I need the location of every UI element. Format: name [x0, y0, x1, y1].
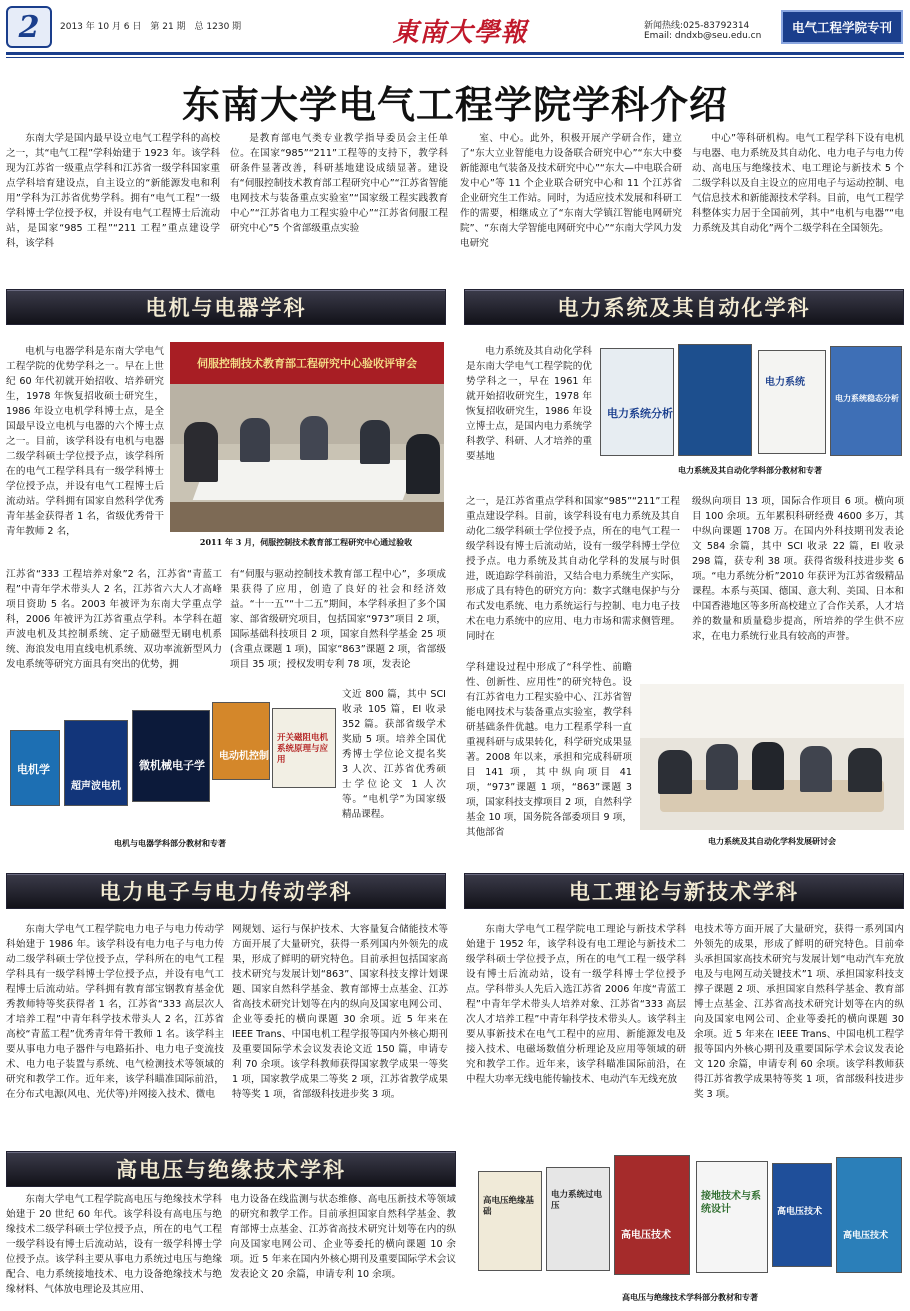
book-cover: 高电压技术: [614, 1155, 690, 1275]
pe-text-2: 网规划、运行与保护技术、大容量复合储能技术等方面开展了大量研究，获得一系列国内外领先的成果，形成了鲜明的研究特色。目前承担包括国家高技术研究与发展计划“863”、国家科技支撑计划课题、国家自然科学基金、教育部博士点基金、江苏省高技术研究计划等在内的纵向及国家电网公司、企业等委托的横向课题 30 余项。近 5 年来在 IEEE Trans、中国电机工程学报等国内外核心期刊及重要国际学术会议发表论文近 150 篇，申请专利 70 余项。该学科教师获得国家教学成果一等奖 1 项，国家教学成果二等奖 2 项，江苏省教学成果特等奖 1 项，省部级科技进步奖 3 项。: [232, 924, 448, 1100]
special-issue-text: 电气工程学院专刊: [791, 20, 892, 35]
book-cover: 高电压技术: [772, 1163, 832, 1267]
power-text-1: 电力系统及其自动化学科是东南大学电气工程学院的优势学科之一，早在 1961 年就开始招收研究生，1978 年恢复招收研究生，1986 年设立博士点，是国内电力系统学科教学、科研、人才培养的重要基地: [466, 346, 592, 462]
power-books: [598, 342, 904, 460]
motor-text-1: 电机与电器学科是东南大学电气工程学院的优势学科之一。早在上世纪 60 年代初就开始招收、培养研究生，1978 年恢复招收硕士研究生，1986 年设立电机学科博士点，是全国最早设立电机与电器的六个博士点之一。目前，该学科设有电机与电器二级学科硕士学位授予点，该学科所在的电气工程学科具有一级学科博士学位授予点，并设有电气工程博士后流动站。学科拥有国家自然科学优秀青年基金获得者 1 名，省级优秀骨干青年教师 2 名，: [6, 346, 164, 537]
masthead: 東南大學報: [392, 18, 528, 48]
section-heading-et: 电工理论与新技术学科: [464, 873, 904, 909]
book-cover: 接地技术与系统设计: [696, 1161, 768, 1273]
intro-col-4: 中心”等科研机构。电气工程学科下设有电机与电器、电力系统及其自动化、电力电子与电力传动、高电压与绝缘技术、电工理论与新技术 5 个二级学科以及自主设立的应用电子与运动控制、电气信息技术和新能源技术学科。目前，电气工程学科整体实力居于全国前列，其中“电机与电器”“电力系统及其自动化”两个二级学科在全国领先。: [692, 133, 904, 234]
power-text-4: 级纵向项目 13 项，国际合作项目 6 项。横向项目 100 余项。五年累积科研经费 4600 多万，其中纵向课题 1708 万。在国内外科技期刊发表论文 584 余篇，其中 SCI 收录 22 篇，EI 收录 298 篇，获专利 38 项。获得省级科技进步奖 6 项。“电力系统分析”2010 年获评为江苏省级精品课程。本系与英国、德国、意大利、美国、日本和中国香港地区等多所高校建立了合作关系，人才培养的数量和质量稳步提高，所培养的学生供不应求，在电力系统行业具有较高的声誉。: [692, 496, 904, 642]
book-cover: 电力系统: [758, 350, 826, 454]
header-rule: [6, 52, 904, 55]
intro-col-2: 是教育部电气类专业教学指导委员会主任单位。在国家“985”“211”工程等的支持下，教学科研条件显著改善，科研基地建设成绩显著。建设有“伺服控制技术教育部工程研究中心”“江苏省智能电网技术与装备重点实验室”“国家级工程实践教育中心”“江苏省电力工程实验中心”“江苏省伺服工程研究中心”5 个省部级重点实验: [230, 133, 448, 234]
hv-books: [464, 1151, 904, 1287]
book-cover: 高电压技术: [836, 1157, 902, 1273]
motor-books-caption: 电机与电器学科部分教材和专著: [114, 838, 226, 848]
hotline: 新闻热线:025-83792314: [644, 21, 750, 31]
motor-books: [6, 690, 336, 840]
power-photo-caption: 电力系统及其自动化学科发展研讨会: [708, 836, 836, 846]
book-cover: 超声波电机: [64, 720, 128, 806]
hv-text-1: 东南大学电气工程学院高电压与绝缘技术学科始建于 20 世纪 60 年代。该学科设有高电压与绝缘技术二级学科硕士学位授予点，所在的电气工程一级学科设有博士后流动站，设有一级学科博士学位授予点。该学科主要从事电力系统过电压与绝缘配合、电力系统接地技术、电力设备绝缘技术与绝缘材料、气体放电理论及其应用、: [6, 1194, 222, 1295]
page-number-badge: [6, 6, 52, 48]
book-cover: 电机学: [10, 730, 60, 806]
pe-text-1: 东南大学电气工程学院电力电子与电力传动学科始建于 1986 年。该学科设有电力电子与电力传动二级学科硕士学位授予点，学科所在的电气工程学科具有一级学科博士学位授予点，并设有电气工程博士后流动站。学科拥有教育部宝钢教育基金优秀教师特等奖获得者 1 名，江苏省“333 高层次人才培养工程”中青年科学技术带头人 2 名，江苏省高校“青蓝工程”优秀青年骨干教师 1 名。该学科主要从事电力电子器件与电路拓扑、电力电子变流技术、电力电子装置与系统、电气检测技术等领域的研究和教学工作。近年来，该学科瞄准国际前沿，在分布式电源(风电、光伏等)并网接入技术、微电: [6, 924, 224, 1100]
section-heading-hv: 高电压与绝缘技术学科: [6, 1151, 456, 1187]
special-issue-label: [781, 10, 903, 44]
meeting-table: [193, 460, 418, 500]
intro-col-3: 室、中心。此外，积极开展产学研合作，建立了“东大立业智能电力设备联合研究中心”“东大中婺新能源电气装备及技术研究中心”“东大—中电联合研发中心”等 11 个企业联合研究中心和 11 个江苏省企业研究生工作站。同时，为适应技术发展和科研工作的需要，相继成立了“东南大学镇江智能电网研究院”、“东南大学智能电网研究中心”“东南大学风力发电研究: [460, 133, 682, 249]
header-rule-thin: [6, 57, 904, 58]
section-heading-motor: 电机与电器学科: [6, 289, 446, 325]
meeting-banner: [170, 342, 444, 384]
power-seminar-photo: [640, 684, 904, 830]
motor-text-2: 江苏省“333 工程培养对象”2 名，江苏省“青蓝工程”中青年学术带头人 2 名，江苏省六大人才高峰项目资助 5 名。2003 年被评为东南大学重点学科，2006 年被评为江苏省重点学科。本学科在超声波电机及其控制系统、定子励磁型无刷电机系统、海浪发电用直线电机系统、双功率流新型风力发电系统等研究方面具有突出的优势，拥: [6, 569, 222, 670]
motor-text-4: 文近 800 篇，其中 SCI 收录 105 篇，EI 收录 352 篇。获部省级学术奖励 5 项。培养全国优秀博士学位论文提名奖 3 人次、江苏省优秀硕士学位论文 1 人次等。“电机学”为国家级精品课程。: [342, 689, 446, 820]
power-books-caption: 电力系统及其自动化学科部分教材和专著: [678, 465, 822, 475]
section-heading-pe: 电力电子与电力传动学科: [6, 873, 446, 909]
section-heading-power: 电力系统及其自动化学科: [464, 289, 904, 325]
book-cover: 微机械电子学: [132, 710, 210, 802]
et-text-2: 电技术等方面开展了大量研究，获得一系列国内外领先的成果，形成了鲜明的研究特色。目前牵头承担国家高技术研究与发展计划“电动汽车充放电及与电网互动关键技术”1 项、承担国家科技支撑子课题 2 项、承担国家自然科学基金、教育部博士点基金、江苏省高技术研究计划等在内的纵向及国家电网公司、企业等委托的横向课题 30 余项。近 5 年来在 IEEE Trans、中国电机工程学报等国内外核心期刊及重要国际学术会议发表论文 120 余篇，申请专利 60 余项。该学科教师获得江苏省教学成果特等奖 1 项，省部级科技进步奖 3 项。: [694, 924, 904, 1100]
book-cover: 电力系统过电压: [546, 1167, 610, 1271]
intro-col-1: 东南大学是国内最早设立电气工程学科的高校之一，其“电气工程”学科始建于 1923 年。该学科现为江苏省一级重点学科和江苏省一级学科国家重点学科培育建设点，自主设立的“新能源发电和利用”学科为江苏省优势学科。拥有“电气工程”一级学科博士学位授予权，并设有电气工程博士后流动站，是国家“985 工程”“211 工程”重点建设学科，该学科: [6, 133, 220, 249]
hv-text-2: 电力设备在线监测与状态维修、高电压新技术等领域的研究和教学工作。目前承担国家自然科学基金、教育部博士点基金、江苏省高技术研究计划等在内的纵向及国家电网公司、企业等委托的横向课题 10 余项。近 5 年来在国内外核心期刊及重要国际学术会议发表论文 20 余篇，申请专利 10 余项。: [230, 1194, 456, 1280]
book-cover: [678, 344, 752, 456]
meeting-banner-text: 伺服控制技术教育部工程研究中心验收评审会: [197, 357, 417, 370]
power-text-3: 学科建设过程中形成了“科学性、前瞻性、创新性、应用性”的研究特色。设有江苏省电力工程实验中心、江苏省智能电网技术与装备重点实验室，教学科研基础条件优越。电力工程系学科一直重视科研与成果转化，科学研究成果显著。2008 年以来，承担和完成科研项目 141 项，其中纵向项目 41 项，“973”课题 1 项，“863”课题 3 项，国家科技支撑项目 2 项，自然科学基金 10 项，国务院各部委项目 9 项，其他部省: [466, 662, 632, 838]
book-cover: 电动机控制: [212, 702, 270, 780]
hv-books-caption: 高电压与绝缘技术学科部分教材和专著: [622, 1292, 758, 1302]
motor-acceptance-photo: [170, 342, 444, 532]
email: Email: dndxb@seu.edu.cn: [644, 31, 762, 41]
book-cover: 开关磁阻电机系统原理与应用: [272, 708, 336, 788]
book-cover: 电力系统分析: [600, 348, 674, 456]
issue-line: 2013 年 10 月 6 日 第 21 期 总 1230 期: [60, 22, 242, 32]
book-cover: 高电压绝缘基础: [478, 1171, 542, 1271]
page-title: 东南大学电气工程学院学科介绍: [181, 82, 728, 127]
book-cover: 电力系统稳态分析: [830, 346, 902, 456]
et-text-1: 东南大学电气工程学院电工理论与新技术学科始建于 1952 年，该学科设有电工理论与新技术二级学科硕士学位授予点，所在的电气工程一级学科设有博士后流动站，设有一级学科博士学位授予点。学科带头人先后入选江苏省 2006 年度“青蓝工程”中青年学术带头人培养对象、江苏省“333 高层次人才培养工程”中青年科学技术带头人。该学科主要从事新技术在电气工程中的应用、新能源发电及接入技术、电磁场数值分析理论及应用等领域的研究和教学工作。近年来，该学科瞄准国际前沿，在中程大功率无线电能传输技术、电动汽车无线充放: [466, 924, 686, 1085]
power-text-2: 之一，是江苏省重点学科和国家“985”“211”工程重点建设学科。目前，该学科设有电力系统及其自动化二级学科硕士学位授予点，所在的电气工程一级学科设有博士后流动站，设有一级学科博士学位授予点。电力系统及其自动化学科的发展与时俱进，既追踪学科前沿，又结合电力系统生产实际，形成了具有特色的研究方向：数字式继电保护与分布式发电系统、电力系统运行与控制、电力电子技术在电力系统中的应用、电力市场和需求侧管理。同时在: [466, 496, 680, 642]
page-number: 2: [18, 9, 40, 45]
motor-photo-caption: 2011 年 3 月，伺服控制技术教育部工程研究中心通过验收: [199, 537, 413, 547]
motor-text-3: 有“伺服与驱动控制技术教育部工程中心”，多项成果获得了应用，创造了良好的社会和经济效益。“十一五”“十二五”期间，本学科承担了多个国家、部省级研究项目，包括国家“973”项目 2 项，国际基础科技项目 2 项，国家自然科学基金 25 项(含重点课题 1 项)，国家“863”课题 2 项，省部级项目 35 项；授权发明专利 78 项，发表论: [230, 569, 446, 670]
